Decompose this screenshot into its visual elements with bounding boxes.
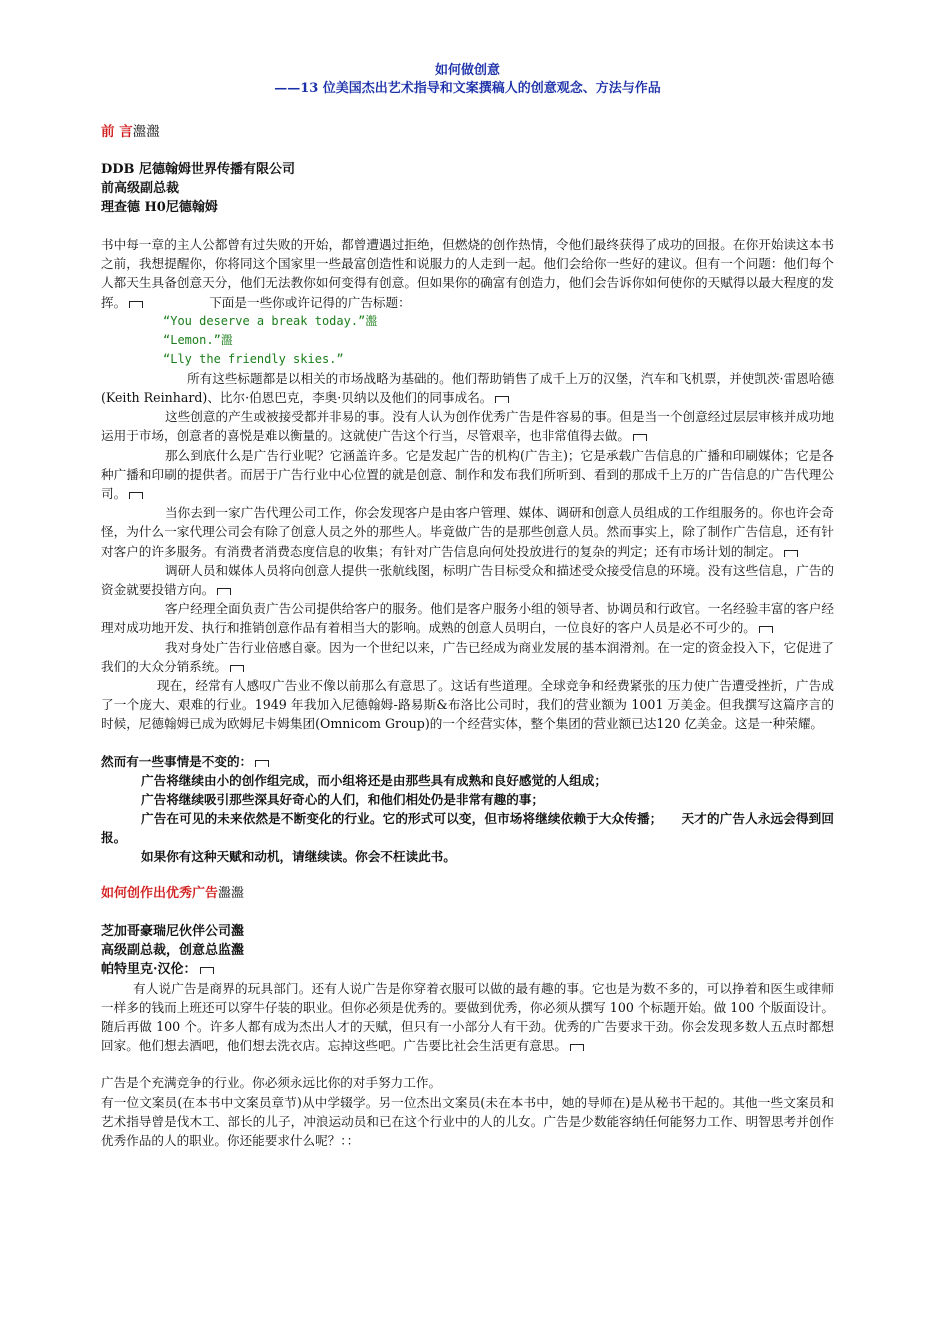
paragraph-mark-icon (255, 760, 269, 767)
doc-title: 如何做创意 (434, 63, 500, 78)
preface-paragraph-1: 书中每一章的主人公都曾有过失败的开始，都曾遭遇过拒绝，但燃烧的创作热情，令他们最终获得了成功的回报。在你开始读这本书之前，我想提醒你，你将同这个国家里一些最富创造性和说服力的人走到一起。他们会给你一些好的建议。但有一个问题：他们每个人都天生具备创意天分，他们无法教你如何变得有创意。但如果你的确富有创造力，他们会告诉你如何使你的天赋得以最大程度的发挥。 下面是一些你或许记得的广告标题： (101, 237, 834, 310)
paragraph-mark-icon (230, 665, 244, 672)
preface-heading-tail: 瀊瀊 (132, 124, 160, 140)
chapter-heading (101, 884, 834, 904)
paragraph-mark-icon (633, 434, 647, 441)
unchanged-lead: 然而有一些事情是不变的： (101, 752, 834, 771)
chapter-paragraph-1: 有人说广告是商界的玩具部门。还有人说广告是你穿着衣服可以做的最有趣的事。它也是为数不多的，可以挣着和医生或律师一样多的钱而上班还可以穿牛仔装的职业。但你必须是优秀的。要做到优秀，你必须从撰写 100 个标题开始。做 100 个版面设计。随后再做 100 个。许多人都有成为杰出人才的天赋，但只有一小部分人有干劲。优秀的广告要求干劲。你会发现多数人五点时都想回家。他们想去酒吧，他们想去洗衣店。忘掉这些吧。广告要比社会生活更有意思。 (101, 980, 834, 1054)
doc-subtitle: ——13 位美国杰出艺术指导和文案撰稿人的创意观念、方法与作品 (274, 81, 661, 96)
preface-role: 前高级副总裁 (101, 181, 180, 196)
paragraph-mark-icon (495, 396, 509, 403)
preface-paragraph-7: 客户经理全面负责广告公司提供给客户的服务。他们是客户服务小组的领导者、协调员和行政官。一名经验丰富的客户经理对成功地开发、执行和推销创意作品有着相当大的影响。成熟的创意人员明白，一位良好的客户人员是必不可少的。 (101, 601, 834, 636)
preface-paragraph-9: 现在，经常有人感叹广告业不像以前那么有意思了。这话有些道理。全球竞争和经费紧张的压力使广告遭受挫折，广告成了一个庞大、艰难的行业。1949 年我加入尼德翰姆-路易斯&布洛比公司时，我们的营业额为 1001 万美金。但我撰写这篇序言的时候，尼德翰姆已成为欧姆尼卡姆集团(Omnicom Group)的一个经营实体，整个集团的营业额已达120 亿美金。这是一种荣耀。 (101, 678, 834, 732)
chapter-paragraph-2: 广告是个充满竞争的行业。你必须永远比你的对手努力工作。 (101, 1075, 442, 1091)
preface-company: DDB 尼德翰姆世界传播有限公司 (101, 162, 296, 177)
slogan-3: “Lly the friendly skies.” (163, 351, 344, 366)
slogan-2: “Lemon.”瀊 (163, 332, 233, 347)
preface-heading (101, 122, 834, 142)
preface-paragraph-4: 那么到底什么是广告行业呢？它涵盖许多。它是发起广告的机构(广告主)；它是承载广告信息的广播和印刷媒体；它是各种广播和印刷的提供者。而居于广告行业中心位置的就是创意、制作和发布我们所听到、看到的那成千上万的广告信息的广告代理公司。 (101, 447, 834, 502)
unchanged-item-4: 如果你有这种天赋和动机，请继续读。你会不枉读此书。 (141, 848, 456, 864)
paragraph-mark-icon (784, 550, 798, 557)
unchanged-item-3: 广告在可见的未来依然是不断变化的行业。它的形式可以变，但市场将继续依赖于大众传播； 天才的广告人永远会得到回报。 (101, 810, 834, 845)
paragraph-mark-icon (129, 301, 143, 308)
paragraph-mark-icon (217, 588, 231, 595)
chapter-role: 高级副总裁，创意总监瀊 (101, 942, 245, 958)
preface-paragraph-5: 当你去到一家广告代理公司工作，你会发现客户是由客户管理、媒体、调研和创意人员组成的工作组服务的。你也许会奇怪，为什么一家代理公司会有除了创意人员之外的那些人。毕竟做广告的是那些创意人员。然而事实上，除了制作广告信息，还有针对客户的许多服务。有消费者消费态度信息的收集；有针对广告信息向何处投放进行的复杂的判定；还有市场计划的制定。 (101, 505, 834, 559)
preface-author: 理查德 H0尼德翰姆 (101, 200, 218, 215)
document-page (101, 62, 834, 1150)
paragraph-mark-icon (200, 967, 214, 974)
unchanged-item-1: 广告将继续由小的创作组完成，而小组将还是由那些具有成熟和良好感觉的人组成； (141, 772, 607, 788)
chapter-paragraph-3: 有一位文案员(在本书中文案员章节)从中学辍学。另一位杰出文案员(未在本书中，她的导师在)是从秘书干起的。其他一些文案员和艺术指导曾是伐木工、部长的儿子，冲浪运动员和已在这个行业中的人的儿女。广告是少数能容纳任何能努力工作、明智思考并创作优秀作品的人的职业。你还能要求什么呢？：： (101, 1094, 834, 1149)
chapter-heading-tail: 瀊瀊 (218, 885, 245, 901)
chapter-author: 帕特里克·汉伦： (101, 960, 834, 979)
chapter-heading-text: 如何创作出优秀广告 (101, 885, 219, 901)
preface-paragraph-2: 所有这些标题都是以相关的市场战略为基础的。他们帮助销售了成千上万的汉堡，汽车和飞机票，并使凯茨·雷恩哈德(Keith Reinhard)、比尔·伯恩巴克，李奥·贝纳以及他们的同事成名。 (101, 370, 834, 406)
paragraph-mark-icon (759, 626, 773, 633)
preface-paragraph-6: 调研人员和媒体人员将向创意人提供一张航线图，标明广告目标受众和描述受众接受信息的环境。没有这些信息，广告的资金就要投错方向。 (101, 562, 834, 598)
paragraph-mark-icon (129, 492, 143, 499)
paragraph-mark-icon (570, 1044, 584, 1051)
chapter-company: 芝加哥豪瑞尼伙伴公司瀊 (101, 923, 245, 939)
unchanged-item-2: 广告将继续吸引那些深具好奇心的人们，和他们相处仍是非常有趣的事； (141, 791, 544, 807)
preface-heading-text: 前 言 (101, 124, 133, 140)
slogan-1: “You deserve a break today.”瀊 (163, 313, 378, 328)
preface-paragraph-8: 我对身处广告行业倍感自豪。因为一个世纪以来，广告已经成为商业发展的基本润滑剂。在一定的资金投入下，它促进了我们的大众分销系统。 (101, 639, 834, 674)
preface-paragraph-3: 这些创意的产生或被接受都并非易的事。没有人认为创作优秀广告是件容易的事。但是当一个创意经过层层审核并成功地运用于市场，创意者的喜悦是难以衡量的。这就使广告这个行当，尽管艰辛，也非常值得去做。 (101, 409, 834, 444)
